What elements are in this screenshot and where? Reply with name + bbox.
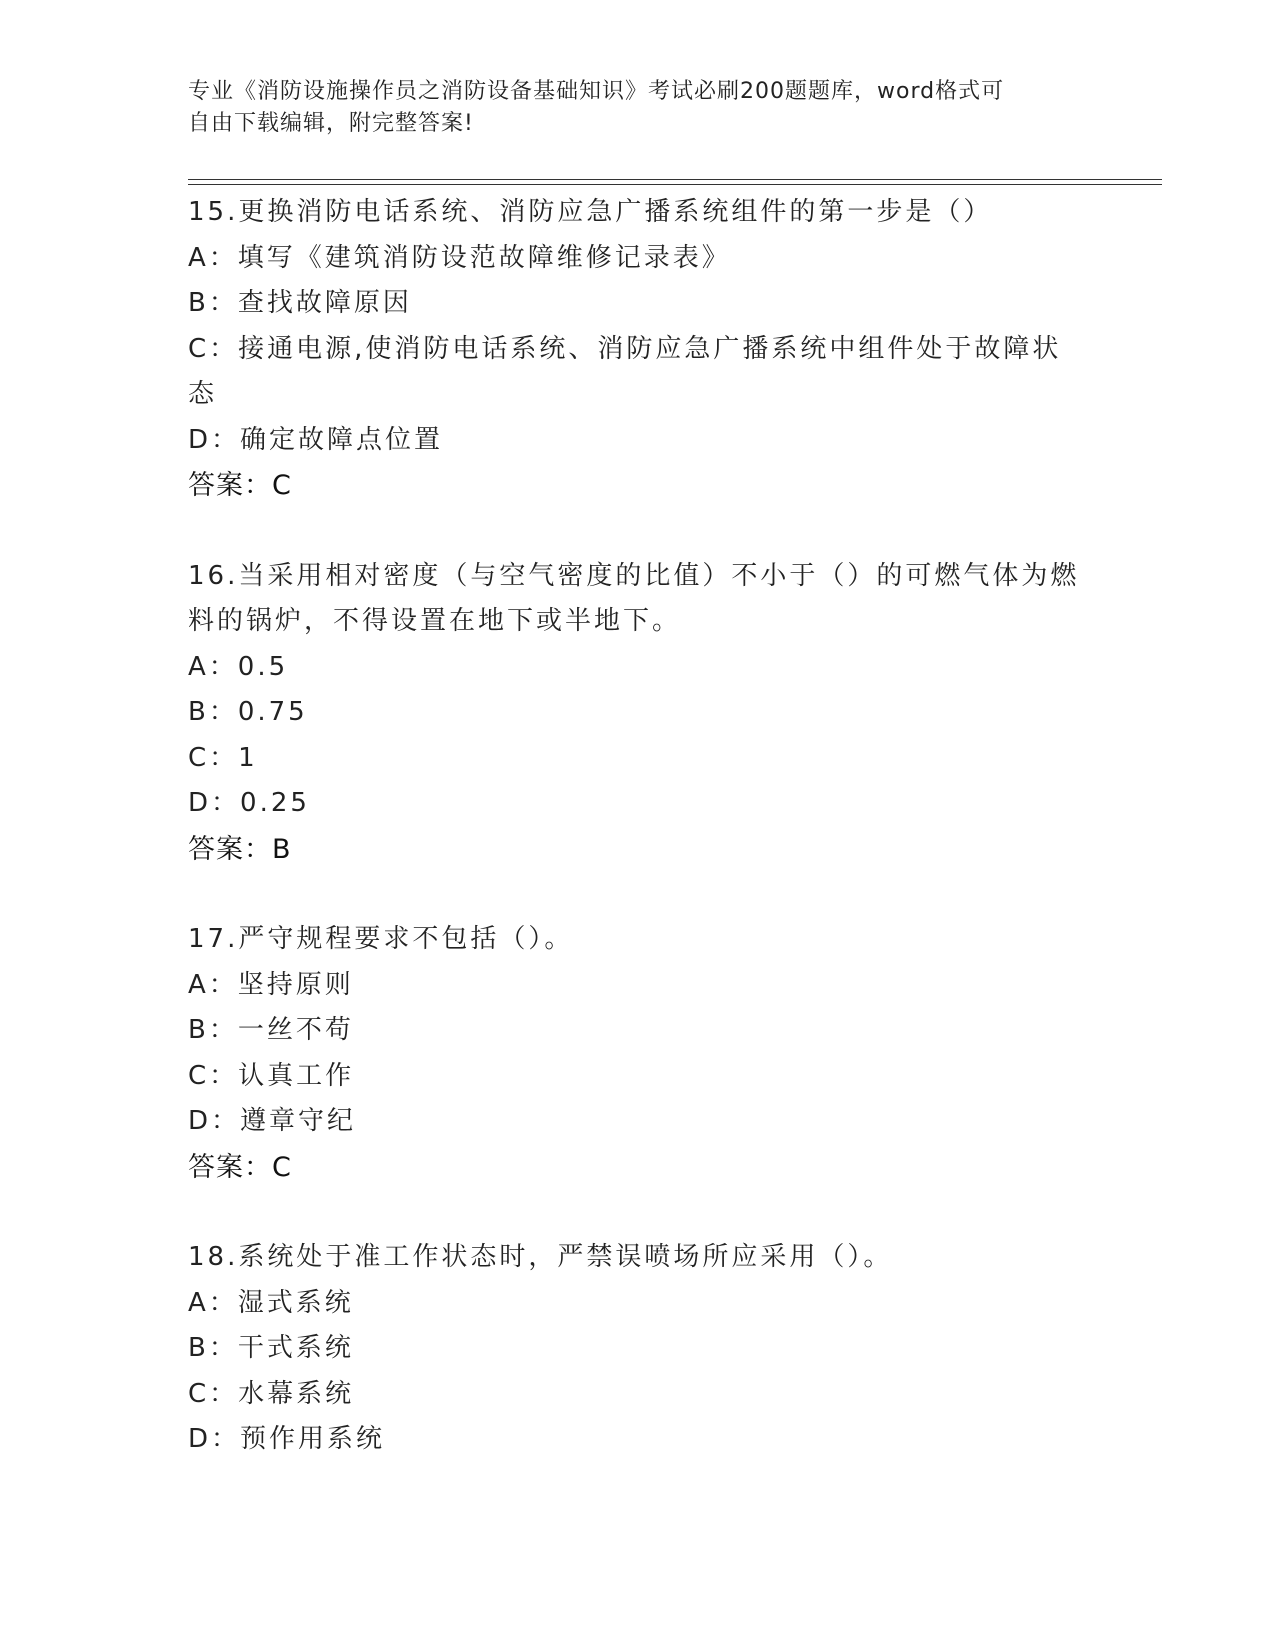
question-18: [188, 1235, 1088, 1463]
question-stem: 15.更换消防电话系统、消防应急广播系统组件的第一步是（）: [188, 197, 993, 227]
answer-label: 答案：C: [188, 1151, 292, 1183]
question-stem: 18.系统处于准工作状态时，严禁误喷场所应采用（）。: [188, 1242, 893, 1272]
option-a: A：填写《建筑消防设范故障维修记录表》: [188, 242, 731, 273]
option-d: D：遵章守纪: [188, 1106, 357, 1136]
option-a: A：湿式系统: [188, 1287, 354, 1318]
option-a: A：坚持原则: [188, 969, 354, 1000]
option-c: C：1: [188, 742, 258, 773]
document-header: [188, 76, 1068, 140]
option-c: C：认真工作: [188, 1060, 355, 1091]
answer-label: 答案：C: [188, 470, 292, 501]
question-16: [188, 554, 1088, 873]
option-b: B：查找故障原因: [188, 288, 412, 318]
option-b: B：干式系统: [188, 1333, 354, 1363]
question-15: [188, 190, 1088, 509]
header-divider: [188, 179, 1162, 180]
option-d: D：确定故障点位置: [188, 424, 444, 455]
option-d: D：预作用系统: [188, 1424, 386, 1454]
question-17: [188, 917, 1088, 1190]
option-d: D：0.25: [188, 788, 310, 818]
question-stem-continued: 料的锅炉，不得设置在地下或半地下。: [188, 606, 682, 636]
option-c: C：接通电源,使消防电话系统、消防应急广播系统中组件处于故障状: [188, 333, 1062, 364]
option-b: B：一丝不苟: [188, 1015, 354, 1045]
question-stem: 16.当采用相对密度（与空气密度的比值）不小于（）的可燃气体为燃: [188, 560, 1080, 591]
option-b: B：0.75: [188, 697, 308, 727]
header-line: 专业《消防设施操作员之消防设备基础知识》考试必刷200题题库，word格式可: [188, 79, 1005, 104]
question-list: [188, 190, 1088, 1508]
question-stem: 17.严守规程要求不包括（）。: [188, 924, 574, 954]
answer-label: 答案：B: [188, 833, 292, 865]
option-a: A：0.5: [188, 651, 289, 682]
option-c-continued: 态: [188, 379, 218, 409]
header-divider: [188, 184, 1162, 185]
option-c: C：水幕系统: [188, 1378, 355, 1409]
header-line: 自由下载编辑，附完整答案!: [188, 111, 474, 136]
